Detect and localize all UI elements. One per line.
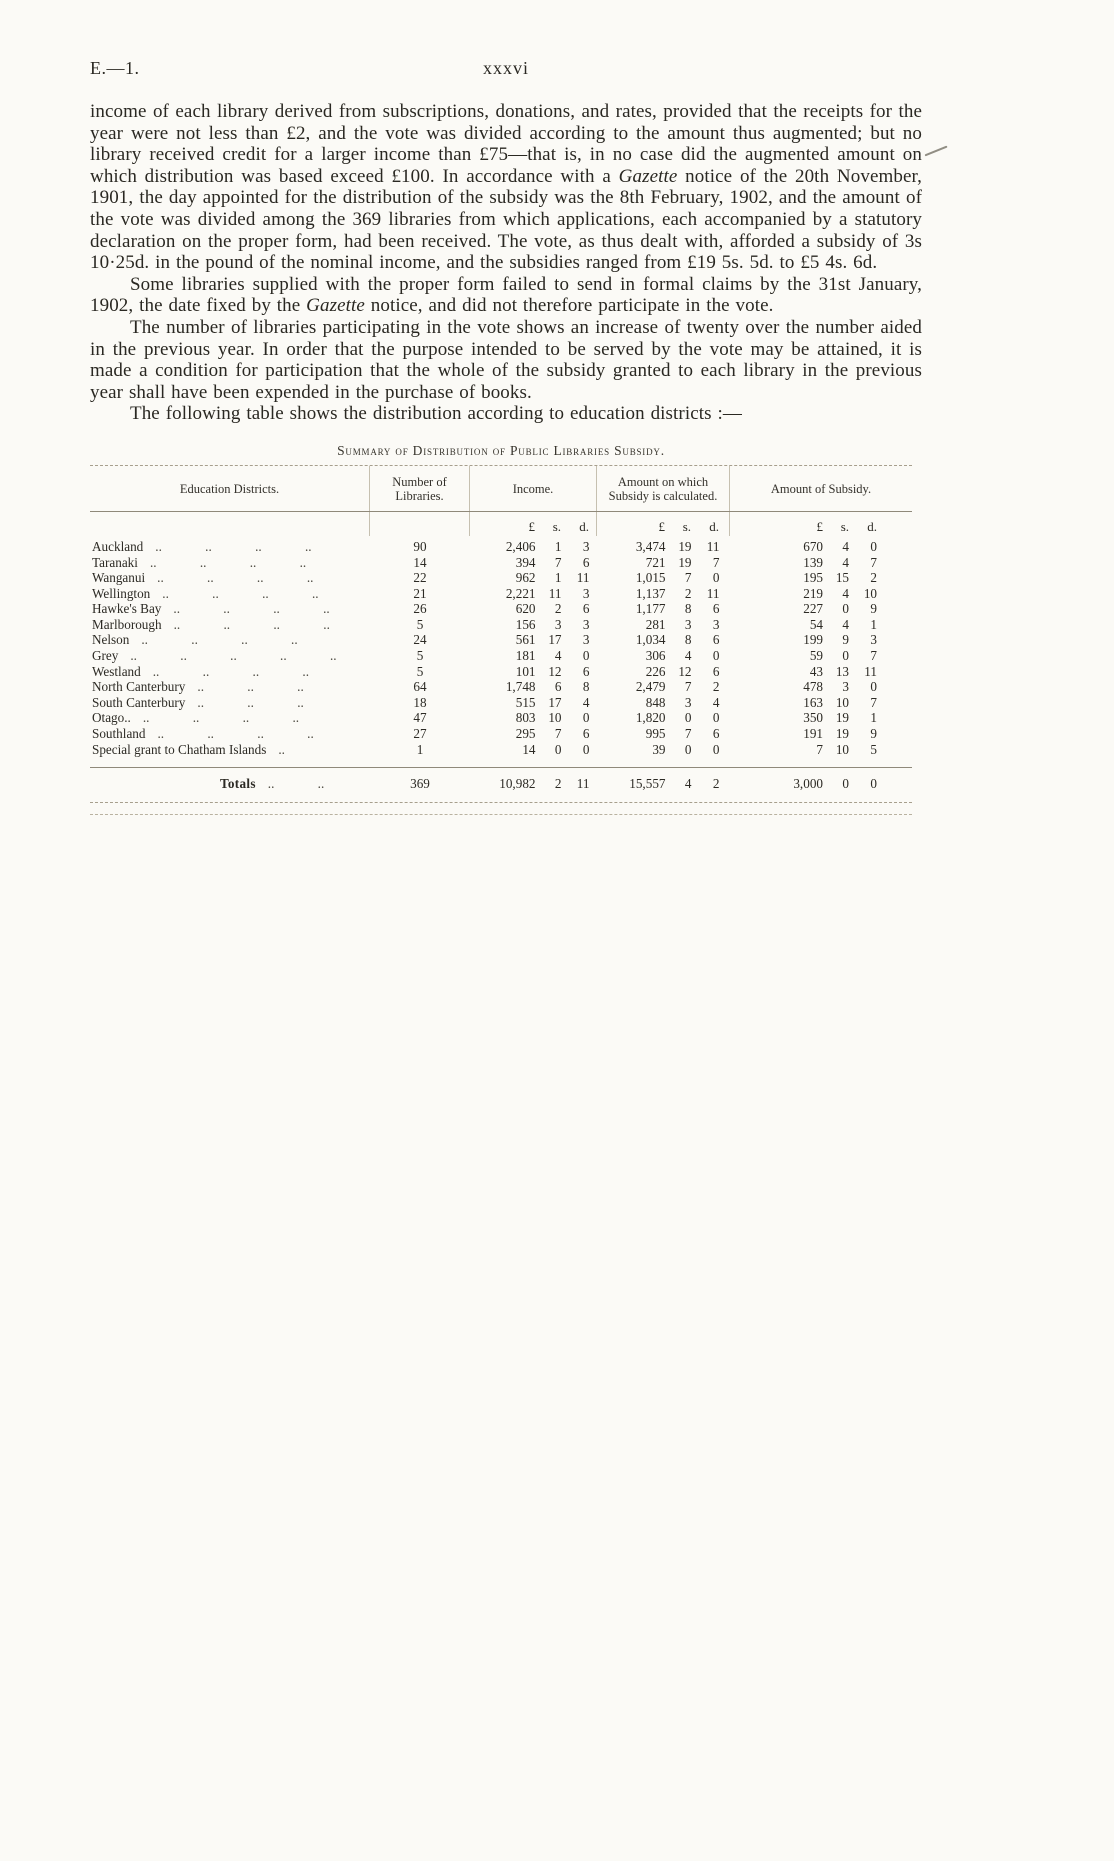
calculated-currency-header [597, 512, 730, 536]
leader-dots: .. .. .. .. [141, 632, 298, 648]
shillings-value: 0 [684, 710, 692, 726]
paragraph [90, 101, 922, 274]
shillings-value: 3 [684, 616, 692, 632]
shillings-value: 12 [548, 663, 562, 679]
shillings-value: 19 [835, 726, 849, 742]
pence-value: 0 [712, 648, 720, 664]
income-cell [470, 555, 597, 571]
totals-calculated-cell [597, 776, 730, 792]
pence-value: 0 [712, 570, 720, 586]
pence-value: 3 [870, 632, 877, 648]
pounds-value: 156 [515, 616, 536, 632]
income-cell [470, 617, 597, 633]
calculated-cell [597, 695, 730, 711]
income-cell [470, 586, 597, 602]
district-cell [90, 679, 370, 695]
calculated-cell [597, 742, 730, 758]
text-segment: notice, and did not therefore participate in the vote. [364, 295, 774, 317]
pence-value: 0 [712, 710, 720, 726]
district-name: Special grant to Chatham Islands [92, 741, 267, 757]
pence-value: 11 [576, 776, 590, 792]
pounds-value: 14 [522, 741, 536, 757]
shillings-value: 4 [554, 648, 562, 664]
shillings-value: 7 [684, 679, 692, 695]
table-bottom-rule [90, 814, 912, 815]
pence-value: 2 [870, 570, 877, 586]
district-name: Grey [92, 648, 119, 664]
district-cell [90, 601, 370, 617]
income-cell [470, 601, 597, 617]
table-row [90, 555, 912, 571]
subsidy-cell [730, 648, 912, 664]
district-cell [90, 586, 370, 602]
district-name: Auckland [92, 538, 144, 554]
col-header-districts: Education Districts. [90, 466, 370, 511]
district-cell [90, 539, 370, 555]
pence-value: 6 [582, 554, 590, 570]
pence-value: 6 [582, 663, 590, 679]
leader-dots: .. .. .. .. [157, 726, 314, 742]
text-segment: The following table shows the distribution according to education districts :— [130, 403, 742, 425]
libraries-count: 26 [413, 601, 427, 617]
pence-label: d. [867, 518, 877, 534]
calculated-cell [597, 539, 730, 555]
shillings-value: 4 [842, 554, 849, 570]
pounds-value: 10,982 [499, 776, 536, 792]
calculated-cell [597, 648, 730, 664]
income-cell [470, 632, 597, 648]
pence-value: 7 [870, 554, 877, 570]
pounds-value: 962 [515, 570, 536, 586]
pence-value: 3 [582, 538, 590, 554]
pounds-value: 101 [515, 663, 536, 679]
currency-spacer [90, 512, 370, 536]
district-name: South Canterbury [92, 694, 186, 710]
pounds-value: 1,748 [505, 679, 536, 695]
shillings-value: 0 [842, 601, 849, 617]
district-name: Wellington [92, 585, 151, 601]
district-name: Taranaki [92, 554, 138, 570]
col-header-subsidy: Amount of Subsidy. [770, 482, 872, 497]
subsidy-cell [730, 555, 912, 571]
pounds-value: 7 [816, 741, 823, 757]
shillings-value: 13 [835, 663, 849, 679]
district-name: Hawke's Bay [92, 601, 162, 617]
pence-value: 5 [870, 741, 877, 757]
shillings-value: 2 [684, 585, 692, 601]
shillings-value: 15 [835, 570, 849, 586]
district-cell [90, 617, 370, 633]
pence-value: 0 [870, 776, 877, 792]
table-row [90, 601, 912, 617]
pounds-value: 199 [803, 632, 823, 648]
text-segment: Gazette [618, 165, 678, 187]
table-row [90, 695, 912, 711]
pence-value: 3 [582, 616, 590, 632]
subsidy-table [90, 465, 912, 803]
income-cell [470, 695, 597, 711]
pence-value: 9 [870, 601, 877, 617]
pounds-value: 139 [803, 554, 823, 570]
pounds-value: 478 [803, 679, 823, 695]
table-row [90, 570, 912, 586]
shillings-value: 1 [554, 538, 562, 554]
shillings-label: s. [552, 518, 561, 534]
pence-value: 6 [712, 726, 720, 742]
pounds-value: 1,177 [635, 601, 666, 617]
district-cell [90, 664, 370, 680]
leader-dots: .. .. .. .. [173, 616, 330, 632]
calculated-cell [597, 726, 730, 742]
income-cell [470, 648, 597, 664]
subsidy-cell [730, 539, 912, 555]
calculated-cell [597, 601, 730, 617]
pence-value: 0 [582, 710, 590, 726]
page-header [90, 58, 922, 79]
pounds-symbol: £ [528, 518, 535, 534]
table-row [90, 679, 912, 695]
pounds-symbol: £ [658, 518, 665, 534]
shillings-value: 7 [554, 554, 562, 570]
libraries-count: 90 [413, 538, 427, 554]
income-cell [470, 570, 597, 586]
pounds-value: 281 [645, 616, 666, 632]
pounds-value: 2,221 [505, 585, 536, 601]
district-cell [90, 648, 370, 664]
shillings-value: 4 [842, 616, 849, 632]
libraries-count: 5 [416, 616, 424, 632]
calculated-cell [597, 586, 730, 602]
pounds-value: 670 [803, 538, 823, 554]
calculated-cell [597, 570, 730, 586]
pounds-value: 226 [645, 663, 666, 679]
pence-value: 11 [864, 663, 877, 679]
leader-dots: .. .. .. .. [152, 663, 310, 679]
pence-value: 11 [706, 538, 720, 554]
pounds-value: 350 [803, 710, 823, 726]
pounds-value: 54 [809, 616, 823, 632]
shillings-value: 8 [684, 632, 692, 648]
pounds-value: 620 [515, 601, 536, 617]
subsidy-cell [730, 726, 912, 742]
pounds-value: 181 [515, 648, 536, 664]
district-name: Westland [92, 663, 141, 679]
text-segment: The number of libraries participating in the vote shows an increase of twenty over the number aided in the previous year. In order that the purpose intended to be served by the vote may be attained, it is made a condition for participation that the whole of the subsidy granted to each library in the previous year shall have been expended in the purchase of books. [90, 316, 922, 403]
district-cell [90, 726, 370, 742]
income-currency-header [470, 512, 597, 536]
table-header-row [90, 466, 912, 512]
pounds-value: 848 [645, 694, 666, 710]
pounds-value: 1,015 [635, 570, 666, 586]
income-cell [470, 679, 597, 695]
shillings-value: 10 [835, 741, 849, 757]
pence-value: 1 [870, 616, 877, 632]
pence-value: 0 [870, 679, 877, 695]
totals-label: Totals [220, 776, 256, 792]
shillings-value: 12 [678, 663, 692, 679]
report-reference: E.—1. [90, 58, 140, 78]
pounds-value: 561 [515, 632, 536, 648]
shillings-value: 3 [554, 616, 562, 632]
table-body [90, 536, 912, 767]
pence-value: 11 [576, 570, 590, 586]
pounds-value: 2,406 [505, 538, 536, 554]
pounds-value: 306 [645, 648, 666, 664]
shillings-value: 0 [842, 776, 849, 792]
pence-value: 1 [870, 710, 877, 726]
body-text [90, 101, 922, 425]
libraries-count: 27 [413, 726, 427, 742]
shillings-value: 7 [684, 726, 692, 742]
shillings-value: 19 [835, 710, 849, 726]
shillings-value: 10 [548, 710, 562, 726]
libraries-count: 24 [413, 632, 427, 648]
shillings-value: 0 [684, 741, 692, 757]
subsidy-cell [730, 679, 912, 695]
income-cell [470, 539, 597, 555]
pounds-value: 219 [803, 585, 823, 601]
libraries-count: 22 [413, 570, 427, 586]
shillings-value: 3 [842, 679, 849, 695]
shillings-value: 4 [842, 585, 849, 601]
pounds-value: 191 [803, 726, 823, 742]
shillings-value: 17 [548, 694, 562, 710]
pence-value: 0 [712, 741, 720, 757]
pounds-value: 15,557 [629, 776, 666, 792]
pence-value: 7 [712, 554, 720, 570]
pounds-value: 515 [515, 694, 536, 710]
table-row [90, 726, 912, 742]
shillings-value: 19 [678, 538, 692, 554]
table-row [90, 617, 912, 633]
district-name: Southland [92, 726, 146, 742]
subsidy-cell [730, 710, 912, 726]
leader-dots: .. .. .. [197, 694, 304, 710]
pence-value: 7 [870, 694, 877, 710]
subsidy-cell [730, 617, 912, 633]
district-name: North Canterbury [92, 679, 186, 695]
table-row [90, 742, 912, 758]
pence-value: 6 [582, 601, 590, 617]
income-cell [470, 710, 597, 726]
pounds-value: 39 [652, 741, 666, 757]
totals-income-cell [470, 776, 597, 792]
district-cell [90, 710, 370, 726]
pounds-value: 721 [645, 554, 666, 570]
currency-spacer [370, 512, 470, 536]
income-cell [470, 726, 597, 742]
pence-value: 4 [712, 694, 720, 710]
totals-subsidy-cell [730, 776, 912, 792]
libraries-count: 21 [413, 585, 427, 601]
subsidy-cell [730, 570, 912, 586]
shillings-value: 3 [684, 694, 692, 710]
district-cell [90, 632, 370, 648]
paragraph [90, 317, 922, 403]
district-name: Marlborough [92, 616, 162, 632]
calculated-cell [597, 632, 730, 648]
pounds-value: 2,479 [635, 679, 666, 695]
paragraph [90, 403, 922, 425]
shillings-value: 2 [554, 776, 562, 792]
district-cell [90, 570, 370, 586]
totals-district-cell [90, 776, 370, 792]
shillings-value: 7 [554, 726, 562, 742]
leader-dots: .. .. .. .. [173, 601, 330, 617]
libraries-count: 18 [413, 694, 427, 710]
district-cell [90, 555, 370, 571]
col-header-libraries: Number of Libraries. [370, 466, 470, 511]
leader-dots: .. .. .. .. [149, 554, 307, 570]
shillings-label: s. [682, 518, 691, 534]
pounds-value: 43 [809, 663, 823, 679]
district-cell [90, 742, 370, 758]
shillings-value: 17 [548, 632, 562, 648]
calculated-cell [597, 664, 730, 680]
shillings-value: 4 [684, 648, 692, 664]
pounds-value: 995 [645, 726, 666, 742]
shillings-value: 0 [554, 741, 562, 757]
pounds-value: 1,820 [635, 710, 666, 726]
leader-dots: .. .. .. .. [155, 538, 312, 554]
libraries-count: 1 [416, 741, 424, 757]
pence-value: 8 [582, 679, 590, 695]
table-row [90, 710, 912, 726]
shillings-value: 8 [684, 601, 692, 617]
shillings-value: 4 [684, 776, 692, 792]
pence-value: 7 [870, 648, 877, 664]
pence-value: 3 [712, 616, 720, 632]
table-row [90, 539, 912, 555]
currency-header-row [90, 512, 912, 536]
pence-value: 6 [712, 601, 720, 617]
calculated-cell [597, 710, 730, 726]
table-row [90, 632, 912, 648]
subsidy-cell [730, 742, 912, 758]
district-name: Nelson [92, 632, 130, 648]
district-name: Wanganui [92, 570, 146, 586]
calculated-cell [597, 617, 730, 633]
shillings-value: 9 [842, 632, 849, 648]
shillings-label: s. [840, 518, 849, 534]
pence-value: 6 [712, 663, 720, 679]
leader-dots: .. .. .. [197, 679, 304, 695]
income-cell [470, 664, 597, 680]
pounds-value: 3,000 [793, 776, 823, 792]
shillings-value: 10 [835, 694, 849, 710]
shillings-value: 6 [554, 679, 562, 695]
leader-dots: .. .. [267, 776, 325, 792]
subsidy-cell [730, 664, 912, 680]
shillings-value: 1 [554, 570, 562, 586]
text-segment: Gazette [306, 295, 365, 317]
pence-value: 6 [582, 726, 590, 742]
pounds-value: 195 [803, 570, 823, 586]
page-number: xxxvi [482, 58, 529, 78]
leader-dots: .. .. .. .. [157, 570, 314, 586]
shillings-value: 2 [554, 601, 562, 617]
pounds-value: 1,034 [635, 632, 666, 648]
pounds-value: 394 [515, 554, 536, 570]
libraries-count: 64 [413, 679, 427, 695]
pence-value: 2 [712, 776, 720, 792]
page-content [0, 0, 1114, 815]
subsidy-cell [730, 586, 912, 602]
pence-value: 11 [706, 585, 720, 601]
leader-dots: .. .. .. .. [142, 710, 300, 726]
pounds-value: 803 [515, 710, 536, 726]
pounds-value: 59 [809, 648, 823, 664]
district-name: Otago.. [92, 710, 131, 726]
libraries-count: 14 [413, 554, 427, 570]
shillings-value: 7 [684, 570, 692, 586]
pence-label: d. [579, 518, 589, 534]
pence-value: 2 [712, 679, 720, 695]
subsidy-currency-header [730, 512, 912, 536]
shillings-value: 0 [842, 648, 849, 664]
table-title: Summary of Distribution of Public Libraries Subsidy. [337, 442, 665, 458]
pounds-value: 227 [803, 601, 823, 617]
pence-value: 0 [582, 741, 590, 757]
paragraph [90, 274, 922, 317]
libraries-count: 5 [416, 663, 424, 679]
subsidy-cell [730, 601, 912, 617]
pence-value: 10 [863, 585, 877, 601]
calculated-cell [597, 679, 730, 695]
pence-value: 0 [582, 648, 590, 664]
pounds-value: 1,137 [635, 585, 666, 601]
totals-libraries: 369 [410, 776, 430, 792]
income-cell [470, 742, 597, 758]
libraries-count: 5 [416, 648, 424, 664]
pence-value: 0 [870, 538, 877, 554]
shillings-value: 19 [678, 554, 692, 570]
pounds-value: 3,474 [635, 538, 666, 554]
calculated-cell [597, 555, 730, 571]
pence-value: 4 [582, 694, 590, 710]
leader-dots: .. .. .. .. .. [130, 648, 337, 664]
pence-label: d. [709, 518, 719, 534]
pounds-symbol: £ [816, 518, 823, 534]
shillings-value: 11 [548, 585, 562, 601]
text-segment: income of each library derived from subscriptions, donations, and rates, provided that the receipts for the year were not less than £2, and the vote was divided according to the amount thus augmented; but no library received credit for a larger income than £75—that is, in no case did the augmented amount on which distribution was based exceed £100. In accordance with a [90, 101, 922, 187]
leader-dots: .. .. .. .. [162, 585, 319, 601]
table-row [90, 664, 912, 680]
text-segment: notice of the 20th November, 1901, the day appointed for the distribution of the subsidy was the 8th February, 1902, and the amount of the vote was divided among the 369 libraries from which applications, each accompanied by a statutory declaration on the proper form, had been received. The vote, as thus dealt with, afforded a subsidy of 3s 10·25d. in the pound of the nominal income, and the subsidies ranged from £19 5s. 5d. to £5 4s. 6d. [90, 165, 923, 274]
district-cell [90, 695, 370, 711]
pence-value: 3 [582, 585, 590, 601]
col-header-income: Income. [470, 466, 597, 511]
text-segment: Some libraries supplied with the proper form failed to send in formal claims by the 31st January, 1902, the date fixed by the [90, 273, 922, 317]
pounds-value: 295 [515, 726, 536, 742]
subsidy-cell [730, 632, 912, 648]
leader-dots: .. [278, 741, 285, 757]
subsidy-cell [730, 695, 912, 711]
totals-row [90, 767, 912, 802]
table-row [90, 586, 912, 602]
pence-value: 6 [712, 632, 720, 648]
pence-value: 9 [870, 726, 877, 742]
pence-value: 3 [582, 632, 590, 648]
libraries-count: 47 [413, 710, 427, 726]
col-header-calculated: Amount on which Subsidy is calculated. [597, 466, 730, 511]
pounds-value: 163 [803, 694, 823, 710]
table-row [90, 648, 912, 664]
shillings-value: 4 [842, 538, 849, 554]
